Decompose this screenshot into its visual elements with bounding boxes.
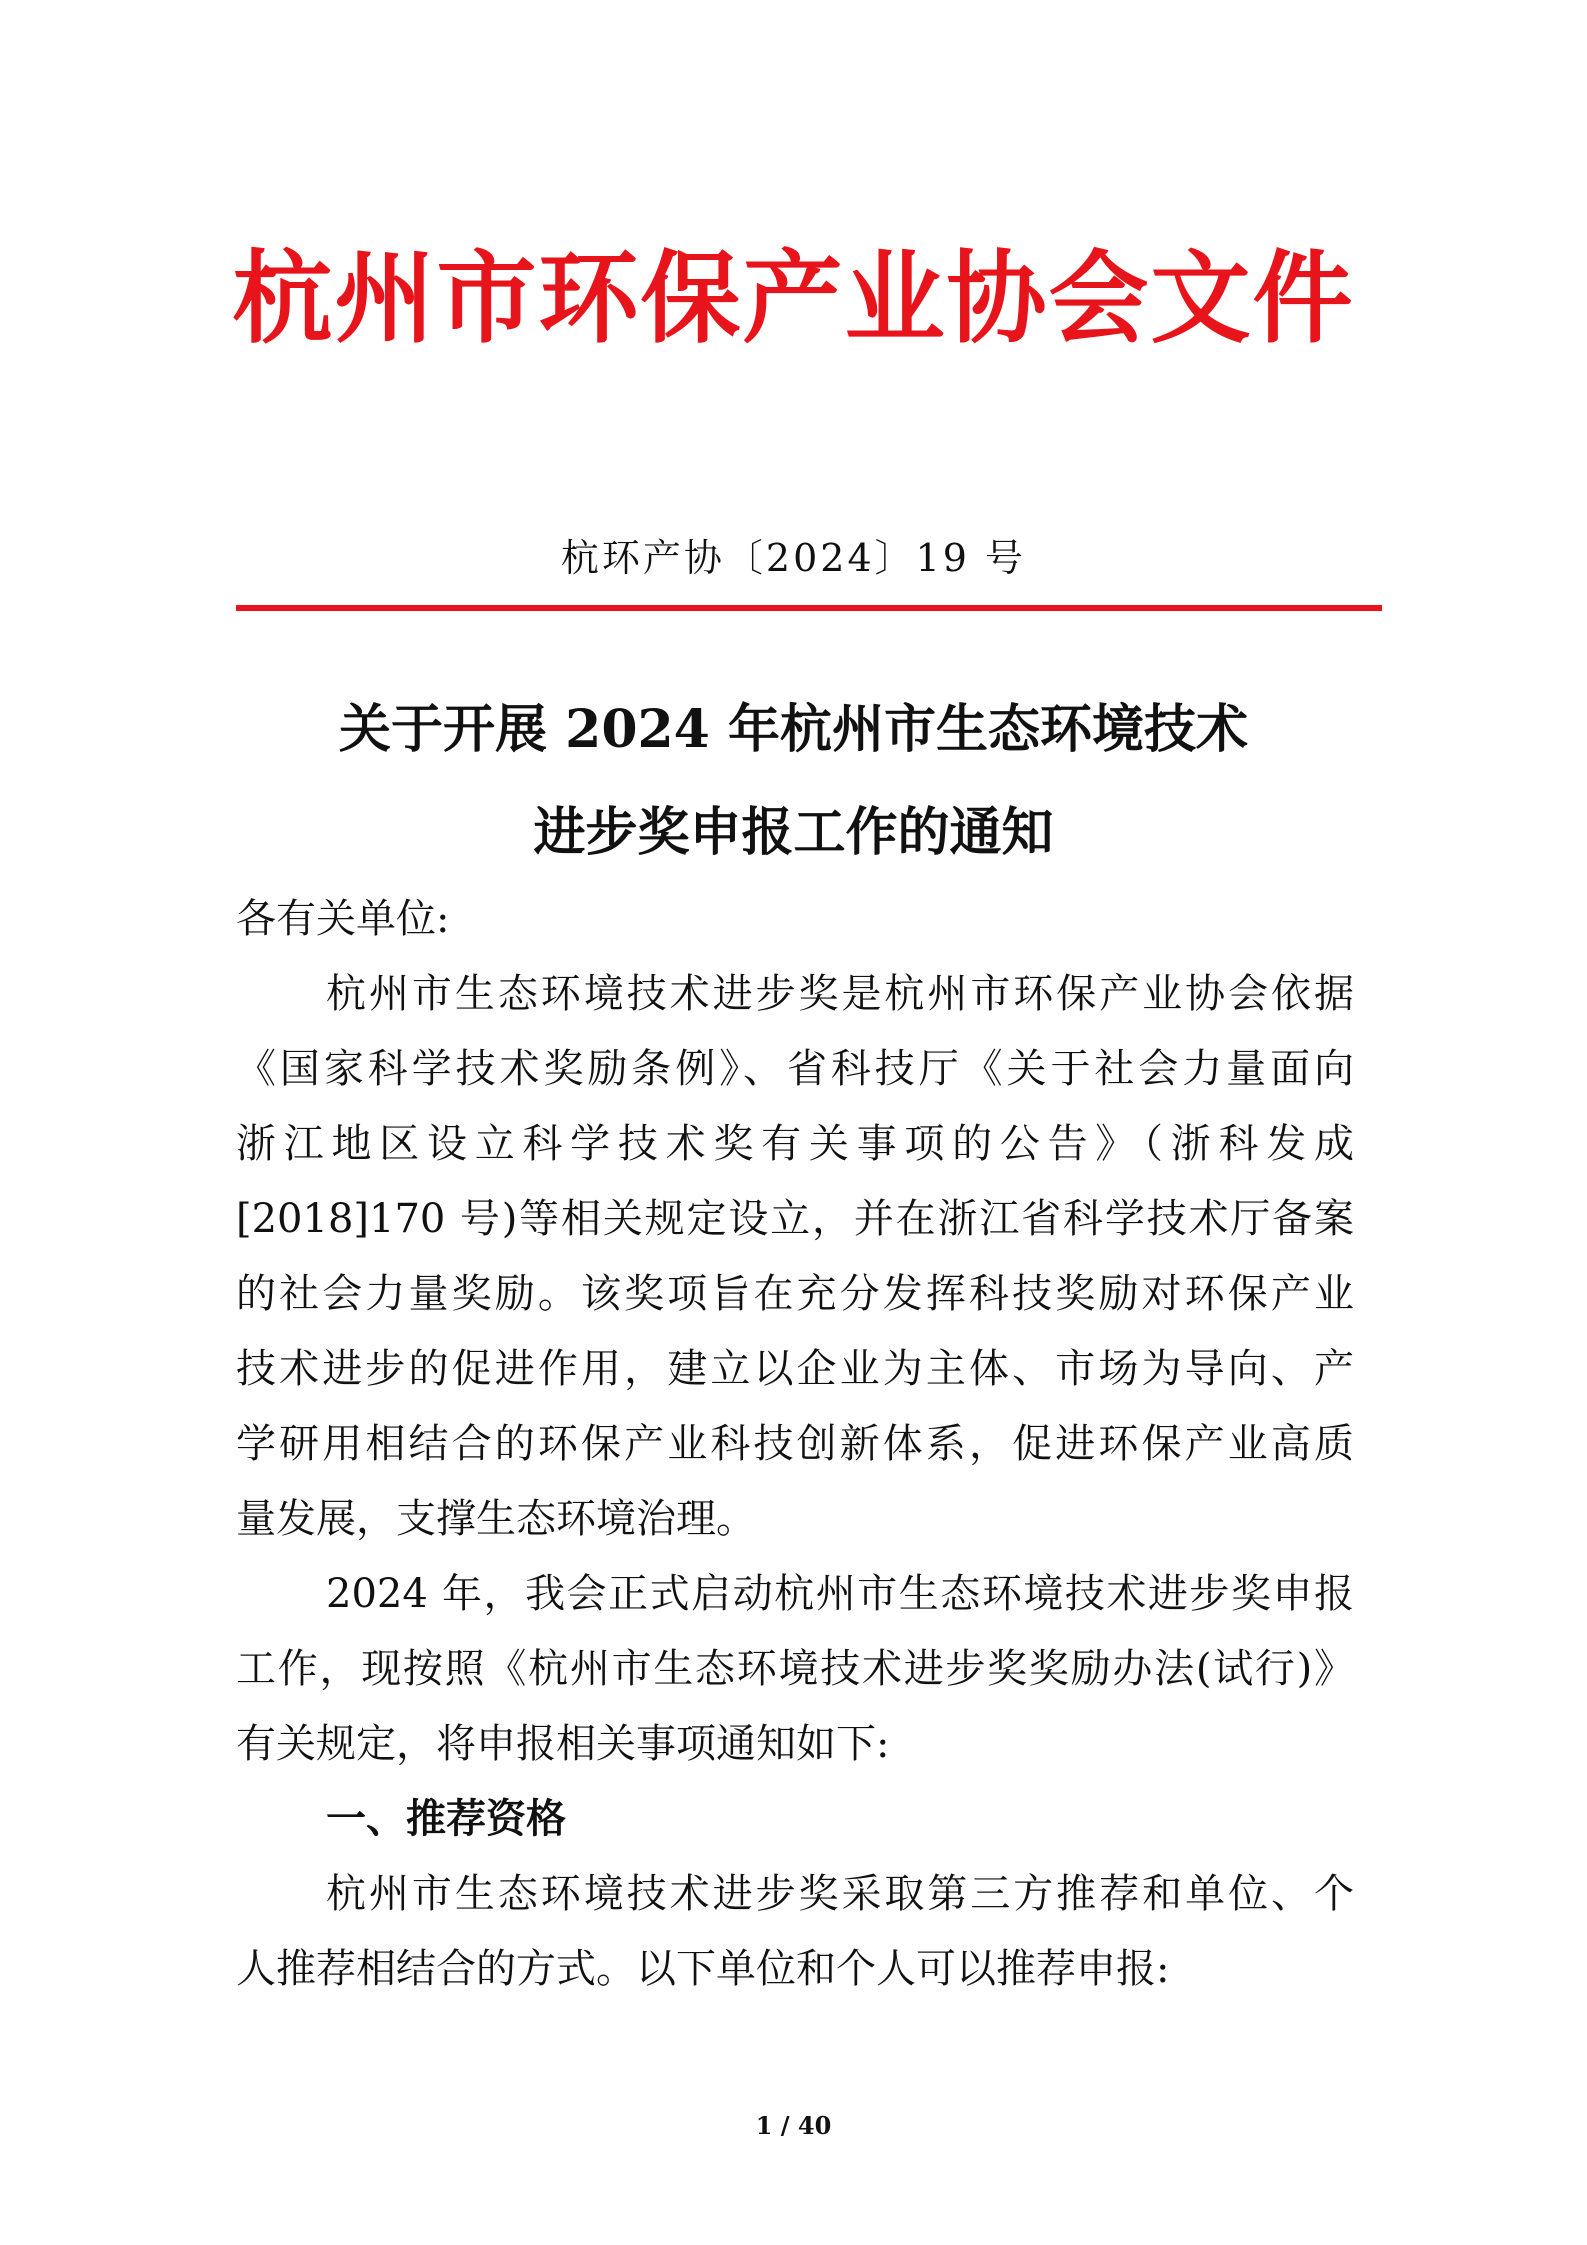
section-heading-recommendation-eligibility: 一、推荐资格: [326, 1796, 566, 1842]
org-header-title: 杭州市环保产业协会文件: [232, 239, 1355, 357]
paragraph-line: 学研用相结合的环保产业科技创新体系，促进环保产业高质: [236, 1421, 1354, 1467]
paragraph-line: [2018]170 号)等相关规定设立，并在浙江省科学技术厅备案: [236, 1196, 1354, 1242]
paragraph-line: 工作，现按照《杭州市生态环境技术进步奖奖励办法(试行)》: [236, 1646, 1354, 1692]
paragraph-line: 《国家科学技术奖励条例》、省科技厅《关于社会力量面向: [236, 1046, 1354, 1092]
salutation: 各有关单位:: [236, 896, 450, 942]
paragraph-line: 浙江地区设立科学技术奖有关事项的公告》（浙科发成: [236, 1121, 1354, 1167]
paragraph-line: 技术进步的促进作用，建立以企业为主体、市场为导向、产: [236, 1346, 1354, 1392]
paragraph-line: 杭州市生态环境技术进步奖采取第三方推荐和单位、个: [326, 1871, 1354, 1917]
paragraph-line: 的社会力量奖励。该奖项旨在充分发挥科技奖励对环保产业: [236, 1271, 1354, 1317]
notice-title-line-2: 进步奖申报工作的通知: [533, 802, 1054, 863]
paragraph-line: 2024 年，我会正式启动杭州市生态环境技术进步奖申报: [326, 1571, 1354, 1617]
paragraph-line: 杭州市生态环境技术进步奖是杭州市环保产业协会依据: [326, 971, 1354, 1017]
page-indicator: 1 / 40: [755, 2111, 832, 2140]
header-red-rule: [236, 605, 1382, 611]
paragraph-line: 有关规定，将申报相关事项通知如下:: [236, 1721, 890, 1767]
paragraph-line: 量发展，支撑生态环境治理。: [236, 1496, 756, 1542]
notice-title-line-1: 关于开展 2024 年杭州市生态环境技术: [339, 699, 1248, 760]
paragraph-line: 人推荐相结合的方式。以下单位和个人可以推荐申报:: [236, 1946, 1170, 1992]
document-number: 杭环产协〔2024〕19 号: [560, 536, 1027, 580]
